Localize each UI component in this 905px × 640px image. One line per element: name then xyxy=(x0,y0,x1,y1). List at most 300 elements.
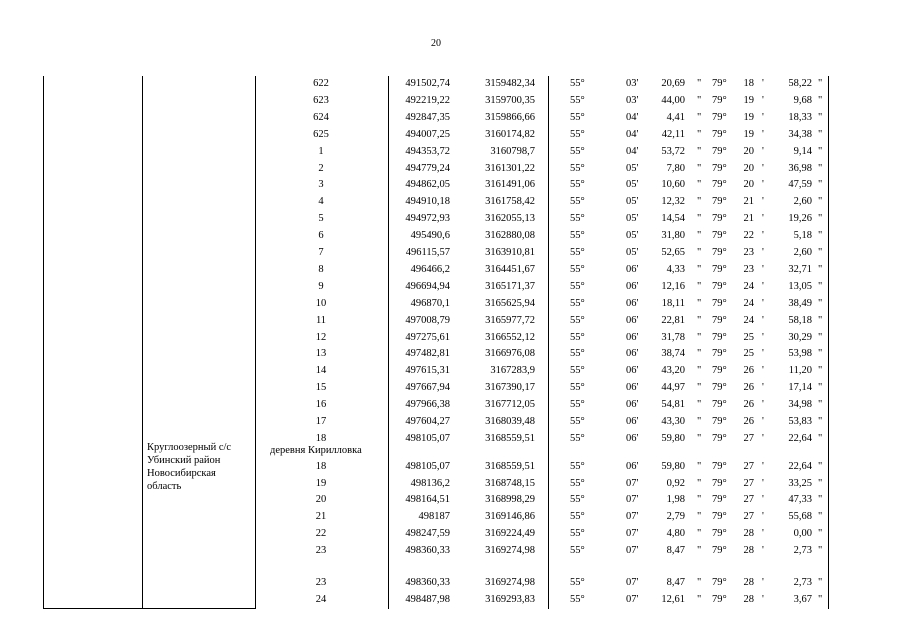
x-coordinate: 496870,1 xyxy=(410,297,450,309)
table-row xyxy=(0,296,905,312)
seconds-mark: " xyxy=(818,111,823,123)
lat-degrees: 55° xyxy=(570,331,585,343)
lat-minutes: 06' xyxy=(626,416,639,427)
lat-minutes: 04' xyxy=(626,145,639,157)
x-coordinate: 497615,31 xyxy=(405,365,450,377)
lon-minutes: 26 xyxy=(743,365,754,377)
seconds-mark: " xyxy=(697,477,702,489)
seconds-mark: " xyxy=(697,297,702,309)
lon-seconds: 34,98 xyxy=(788,399,812,411)
point-number: 7 xyxy=(318,247,324,258)
table-row xyxy=(0,161,905,177)
x-coordinate: 494910,18 xyxy=(405,196,450,208)
minutes-mark: ' xyxy=(762,196,764,208)
lat-seconds: 54,81 xyxy=(661,399,685,411)
lat-seconds: 18,11 xyxy=(661,297,685,309)
lat-minutes: 06' xyxy=(626,348,639,360)
lat-degrees: 55° xyxy=(570,348,585,360)
minutes-mark: ' xyxy=(762,382,764,394)
lat-degrees: 55° xyxy=(570,263,585,275)
lat-degrees: 55° xyxy=(570,577,585,588)
seconds-mark: " xyxy=(697,382,702,394)
y-coordinate: 3165977,72 xyxy=(485,314,535,326)
seconds-mark: " xyxy=(818,365,823,377)
lat-minutes: 07' xyxy=(626,494,639,506)
y-coordinate: 3159700,35 xyxy=(485,94,535,106)
lon-minutes: 28 xyxy=(743,577,754,588)
lon-degrees: 79° xyxy=(712,196,727,208)
lon-degrees: 79° xyxy=(712,527,727,539)
x-coordinate: 498136,2 xyxy=(410,477,450,489)
minutes-mark: ' xyxy=(762,461,764,472)
lon-degrees: 79° xyxy=(712,128,727,140)
lon-degrees: 79° xyxy=(712,78,727,89)
seconds-mark: " xyxy=(697,577,702,588)
seconds-mark: " xyxy=(697,78,702,89)
seconds-mark: " xyxy=(697,461,702,472)
table-row xyxy=(0,194,905,210)
lon-seconds: 34,38 xyxy=(788,128,812,140)
seconds-mark: " xyxy=(818,594,823,605)
minutes-mark: ' xyxy=(762,162,764,174)
point-number: 9 xyxy=(318,280,324,292)
seconds-mark: " xyxy=(818,527,823,539)
minutes-mark: ' xyxy=(762,280,764,292)
lon-minutes: 21 xyxy=(743,213,754,225)
lon-seconds: 58,22 xyxy=(788,78,812,89)
y-coordinate: 3160798,7 xyxy=(490,145,535,157)
seconds-mark: " xyxy=(818,416,823,427)
y-coordinate: 3161491,06 xyxy=(485,179,535,191)
x-coordinate: 495490,6 xyxy=(410,230,450,242)
point-number: 18 xyxy=(315,461,327,472)
table-row xyxy=(0,526,905,542)
x-coordinate: 498487,98 xyxy=(405,594,450,605)
minutes-mark: ' xyxy=(762,179,764,191)
seconds-mark: " xyxy=(697,527,702,539)
seconds-mark: " xyxy=(697,213,702,225)
point-number: 622 xyxy=(313,78,329,89)
x-coordinate: 497275,61 xyxy=(405,331,450,343)
y-coordinate: 3166976,08 xyxy=(485,348,535,360)
lat-seconds: 12,32 xyxy=(661,196,685,208)
page-number: 20 xyxy=(431,38,441,49)
lat-degrees: 55° xyxy=(570,314,585,326)
lon-seconds: 2,60 xyxy=(793,196,812,208)
seconds-mark: " xyxy=(697,111,702,123)
seconds-mark: " xyxy=(697,365,702,377)
lon-minutes: 28 xyxy=(743,527,754,539)
minutes-mark: ' xyxy=(762,111,764,123)
lon-degrees: 79° xyxy=(712,594,727,605)
seconds-mark: " xyxy=(818,247,823,258)
point-number: 20 xyxy=(315,494,327,506)
lat-degrees: 55° xyxy=(570,247,585,258)
y-coordinate: 3168559,51 xyxy=(485,461,535,472)
lon-minutes: 21 xyxy=(743,196,754,208)
minutes-mark: ' xyxy=(762,230,764,242)
lat-degrees: 55° xyxy=(570,78,585,89)
minutes-mark: ' xyxy=(762,94,764,106)
point-number: 23 xyxy=(315,544,327,556)
lat-seconds: 0,92 xyxy=(666,477,685,489)
lon-seconds: 11,20 xyxy=(788,365,812,377)
lat-minutes: 07' xyxy=(626,527,639,539)
lat-seconds: 44,00 xyxy=(661,94,685,106)
lat-seconds: 10,60 xyxy=(661,179,685,191)
lat-degrees: 55° xyxy=(570,511,585,523)
lon-minutes: 26 xyxy=(743,382,754,394)
seconds-mark: " xyxy=(697,162,702,174)
lon-seconds: 47,59 xyxy=(788,179,812,191)
lat-seconds: 43,20 xyxy=(661,365,685,377)
seconds-mark: " xyxy=(818,94,823,106)
lat-minutes: 06' xyxy=(626,432,639,444)
lon-minutes: 28 xyxy=(743,544,754,556)
y-coordinate: 3169274,98 xyxy=(485,577,535,588)
y-coordinate: 3164451,67 xyxy=(485,263,535,275)
lat-minutes: 03' xyxy=(626,78,639,89)
lon-degrees: 79° xyxy=(712,331,727,343)
lon-seconds: 38,49 xyxy=(788,297,812,309)
lon-minutes: 27 xyxy=(743,494,754,506)
seconds-mark: " xyxy=(697,348,702,360)
lat-seconds: 14,54 xyxy=(661,213,685,225)
seconds-mark: " xyxy=(697,416,702,427)
lon-degrees: 79° xyxy=(712,348,727,360)
lon-seconds: 9,14 xyxy=(793,145,812,157)
seconds-mark: " xyxy=(697,280,702,292)
table-row xyxy=(0,414,905,430)
seconds-mark: " xyxy=(818,348,823,360)
table-row xyxy=(0,592,905,608)
lon-degrees: 79° xyxy=(712,247,727,258)
region-line: Убинский район xyxy=(147,455,221,466)
seconds-mark: " xyxy=(818,280,823,292)
x-coordinate: 491502,74 xyxy=(405,78,450,89)
lon-seconds: 53,98 xyxy=(788,348,812,360)
seconds-mark: " xyxy=(818,213,823,225)
lat-minutes: 04' xyxy=(626,111,639,123)
seconds-mark: " xyxy=(818,145,823,157)
lon-seconds: 30,29 xyxy=(788,331,812,343)
lon-degrees: 79° xyxy=(712,399,727,411)
seconds-mark: " xyxy=(697,432,702,444)
y-coordinate: 3161301,22 xyxy=(485,162,535,174)
lon-seconds: 19,26 xyxy=(788,213,812,225)
seconds-mark: " xyxy=(697,494,702,506)
lon-minutes: 24 xyxy=(743,314,754,326)
lon-degrees: 79° xyxy=(712,382,727,394)
table-row xyxy=(0,262,905,278)
lat-seconds: 31,80 xyxy=(661,230,685,242)
seconds-mark: " xyxy=(697,128,702,140)
minutes-mark: ' xyxy=(762,128,764,140)
lat-seconds: 1,98 xyxy=(666,494,685,506)
point-number: 22 xyxy=(315,527,327,539)
lon-seconds: 9,68 xyxy=(793,94,812,106)
lon-degrees: 79° xyxy=(712,416,727,427)
x-coordinate: 498360,33 xyxy=(405,577,450,588)
lat-seconds: 12,16 xyxy=(661,280,685,292)
lon-minutes: 24 xyxy=(743,297,754,309)
table-row xyxy=(0,127,905,143)
minutes-mark: ' xyxy=(762,145,764,157)
lon-minutes: 27 xyxy=(743,511,754,523)
table-row xyxy=(0,380,905,396)
lon-seconds: 55,68 xyxy=(788,511,812,523)
minutes-mark: ' xyxy=(762,416,764,427)
lon-minutes: 18 xyxy=(743,78,754,89)
lat-seconds: 4,33 xyxy=(666,263,685,275)
seconds-mark: " xyxy=(818,162,823,174)
lon-degrees: 79° xyxy=(712,145,727,157)
y-coordinate: 3162055,13 xyxy=(485,213,535,225)
seconds-mark: " xyxy=(818,297,823,309)
seconds-mark: " xyxy=(818,382,823,394)
seconds-mark: " xyxy=(818,263,823,275)
village-label: деревня Кирилловка xyxy=(270,445,362,456)
seconds-mark: " xyxy=(818,544,823,556)
x-coordinate: 492219,22 xyxy=(405,94,450,106)
lat-minutes: 07' xyxy=(626,577,639,588)
lon-minutes: 23 xyxy=(743,247,754,258)
x-coordinate: 498164,51 xyxy=(405,494,450,506)
seconds-mark: " xyxy=(697,331,702,343)
lon-degrees: 79° xyxy=(712,297,727,309)
seconds-mark: " xyxy=(697,594,702,605)
x-coordinate: 496466,2 xyxy=(410,263,450,275)
y-coordinate: 3168998,29 xyxy=(485,494,535,506)
lat-minutes: 05' xyxy=(626,230,639,242)
point-number: 19 xyxy=(315,477,327,489)
point-number: 6 xyxy=(318,230,324,242)
lon-degrees: 79° xyxy=(712,432,727,444)
y-coordinate: 3165625,94 xyxy=(485,297,535,309)
y-coordinate: 3168039,48 xyxy=(485,416,535,427)
lat-seconds: 31,78 xyxy=(661,331,685,343)
table-row xyxy=(0,543,905,559)
x-coordinate: 497482,81 xyxy=(405,348,450,360)
seconds-mark: " xyxy=(697,145,702,157)
lon-degrees: 79° xyxy=(712,494,727,506)
lon-minutes: 27 xyxy=(743,461,754,472)
y-coordinate: 3159482,34 xyxy=(485,78,535,89)
lon-degrees: 79° xyxy=(712,162,727,174)
seconds-mark: " xyxy=(818,128,823,140)
lat-seconds: 59,80 xyxy=(661,461,685,472)
lat-seconds: 4,41 xyxy=(666,111,685,123)
minutes-mark: ' xyxy=(762,432,764,444)
lon-seconds: 0,00 xyxy=(793,527,812,539)
lon-degrees: 79° xyxy=(712,511,727,523)
lon-minutes: 22 xyxy=(743,230,754,242)
x-coordinate: 494972,93 xyxy=(405,213,450,225)
lon-seconds: 36,98 xyxy=(788,162,812,174)
lon-seconds: 5,18 xyxy=(793,230,812,242)
lon-degrees: 79° xyxy=(712,230,727,242)
x-coordinate: 494353,72 xyxy=(405,145,450,157)
x-coordinate: 494779,24 xyxy=(405,162,450,174)
lat-degrees: 55° xyxy=(570,145,585,157)
lat-minutes: 04' xyxy=(626,128,639,140)
point-number: 623 xyxy=(313,94,329,106)
lat-degrees: 55° xyxy=(570,494,585,506)
seconds-mark: " xyxy=(818,196,823,208)
lon-minutes: 20 xyxy=(743,145,754,157)
lon-minutes: 27 xyxy=(743,432,754,444)
lon-degrees: 79° xyxy=(712,94,727,106)
seconds-mark: " xyxy=(818,511,823,523)
lat-seconds: 12,61 xyxy=(661,594,685,605)
seconds-mark: " xyxy=(818,461,823,472)
lon-minutes: 19 xyxy=(743,94,754,106)
minutes-mark: ' xyxy=(762,263,764,275)
table-row xyxy=(0,110,905,126)
lat-degrees: 55° xyxy=(570,297,585,309)
seconds-mark: " xyxy=(697,94,702,106)
lon-degrees: 79° xyxy=(712,213,727,225)
point-number: 16 xyxy=(315,399,327,411)
point-number: 17 xyxy=(315,416,327,427)
lon-seconds: 2,60 xyxy=(793,247,812,258)
lat-minutes: 06' xyxy=(626,382,639,394)
x-coordinate: 494007,25 xyxy=(405,128,450,140)
point-number: 625 xyxy=(313,128,329,140)
x-coordinate: 494862,05 xyxy=(405,179,450,191)
lat-minutes: 05' xyxy=(626,179,639,191)
lat-minutes: 07' xyxy=(626,594,639,605)
y-coordinate: 3169274,98 xyxy=(485,544,535,556)
lon-minutes: 20 xyxy=(743,179,754,191)
lat-minutes: 06' xyxy=(626,263,639,275)
lat-seconds: 8,47 xyxy=(666,577,685,588)
lon-seconds: 18,33 xyxy=(788,111,812,123)
lon-degrees: 79° xyxy=(712,314,727,326)
table-row xyxy=(0,575,905,591)
minutes-mark: ' xyxy=(762,527,764,539)
lon-seconds: 58,18 xyxy=(788,314,812,326)
point-number: 11 xyxy=(315,314,327,326)
table-row xyxy=(0,397,905,413)
minutes-mark: ' xyxy=(762,247,764,258)
lon-seconds: 17,14 xyxy=(788,382,812,394)
lon-minutes: 26 xyxy=(743,416,754,427)
seconds-mark: " xyxy=(697,196,702,208)
point-number: 23 xyxy=(315,577,327,588)
lat-degrees: 55° xyxy=(570,365,585,377)
lon-seconds: 2,73 xyxy=(793,544,812,556)
y-coordinate: 3168748,15 xyxy=(485,477,535,489)
lon-degrees: 79° xyxy=(712,461,727,472)
minutes-mark: ' xyxy=(762,297,764,309)
point-number: 15 xyxy=(315,382,327,394)
point-number: 8 xyxy=(318,263,324,275)
region-line: Новосибирская xyxy=(147,468,216,479)
lat-minutes: 07' xyxy=(626,511,639,523)
lat-degrees: 55° xyxy=(570,230,585,242)
lat-seconds: 4,80 xyxy=(666,527,685,539)
lat-minutes: 05' xyxy=(626,196,639,208)
lon-seconds: 13,05 xyxy=(788,280,812,292)
minutes-mark: ' xyxy=(762,477,764,489)
lat-seconds: 43,30 xyxy=(661,416,685,427)
lon-seconds: 33,25 xyxy=(788,477,812,489)
lon-seconds: 3,67 xyxy=(793,594,812,605)
seconds-mark: " xyxy=(697,230,702,242)
lat-minutes: 06' xyxy=(626,461,639,472)
lon-minutes: 19 xyxy=(743,128,754,140)
minutes-mark: ' xyxy=(762,78,764,89)
point-number: 10 xyxy=(315,297,327,309)
lon-seconds: 22,64 xyxy=(788,432,812,444)
point-number: 13 xyxy=(315,348,327,360)
table-row xyxy=(0,346,905,362)
seconds-mark: " xyxy=(818,399,823,411)
minutes-mark: ' xyxy=(762,331,764,343)
x-coordinate: 496694,94 xyxy=(405,280,450,292)
lon-seconds: 2,73 xyxy=(793,577,812,588)
seconds-mark: " xyxy=(818,432,823,444)
lat-degrees: 55° xyxy=(570,162,585,174)
region-line: область xyxy=(147,481,182,492)
lat-degrees: 55° xyxy=(570,196,585,208)
x-coordinate: 498187 xyxy=(418,511,450,523)
minutes-mark: ' xyxy=(762,348,764,360)
point-number: 18 xyxy=(315,432,327,444)
table-row xyxy=(0,476,905,492)
minutes-mark: ' xyxy=(762,494,764,506)
lon-minutes: 19 xyxy=(743,111,754,123)
lon-degrees: 79° xyxy=(712,111,727,123)
table-row xyxy=(0,245,905,261)
y-coordinate: 3166552,12 xyxy=(485,331,535,343)
lon-degrees: 79° xyxy=(712,577,727,588)
lat-minutes: 05' xyxy=(626,162,639,174)
x-coordinate: 496115,57 xyxy=(405,247,450,258)
lat-degrees: 55° xyxy=(570,179,585,191)
seconds-mark: " xyxy=(818,78,823,89)
seconds-mark: " xyxy=(697,314,702,326)
lon-minutes: 20 xyxy=(743,162,754,174)
y-coordinate: 3167283,9 xyxy=(490,365,535,377)
lat-degrees: 55° xyxy=(570,128,585,140)
lon-minutes: 23 xyxy=(743,263,754,275)
lat-seconds: 59,80 xyxy=(661,432,685,444)
lat-minutes: 06' xyxy=(626,365,639,377)
y-coordinate: 3163910,81 xyxy=(485,247,535,258)
lon-degrees: 79° xyxy=(712,280,727,292)
lat-degrees: 55° xyxy=(570,382,585,394)
lat-minutes: 06' xyxy=(626,297,639,309)
minutes-mark: ' xyxy=(762,314,764,326)
y-coordinate: 3167390,17 xyxy=(485,382,535,394)
y-coordinate: 3160174,82 xyxy=(485,128,535,140)
y-coordinate: 3165171,37 xyxy=(485,280,535,292)
table-row xyxy=(0,93,905,109)
lat-degrees: 55° xyxy=(570,213,585,225)
lat-degrees: 55° xyxy=(570,432,585,444)
lat-degrees: 55° xyxy=(570,280,585,292)
point-number: 4 xyxy=(318,196,324,208)
minutes-mark: ' xyxy=(762,399,764,411)
lat-seconds: 38,74 xyxy=(661,348,685,360)
table-row xyxy=(0,363,905,379)
seconds-mark: " xyxy=(697,179,702,191)
x-coordinate: 498360,33 xyxy=(405,544,450,556)
lon-minutes: 24 xyxy=(743,280,754,292)
minutes-mark: ' xyxy=(762,511,764,523)
